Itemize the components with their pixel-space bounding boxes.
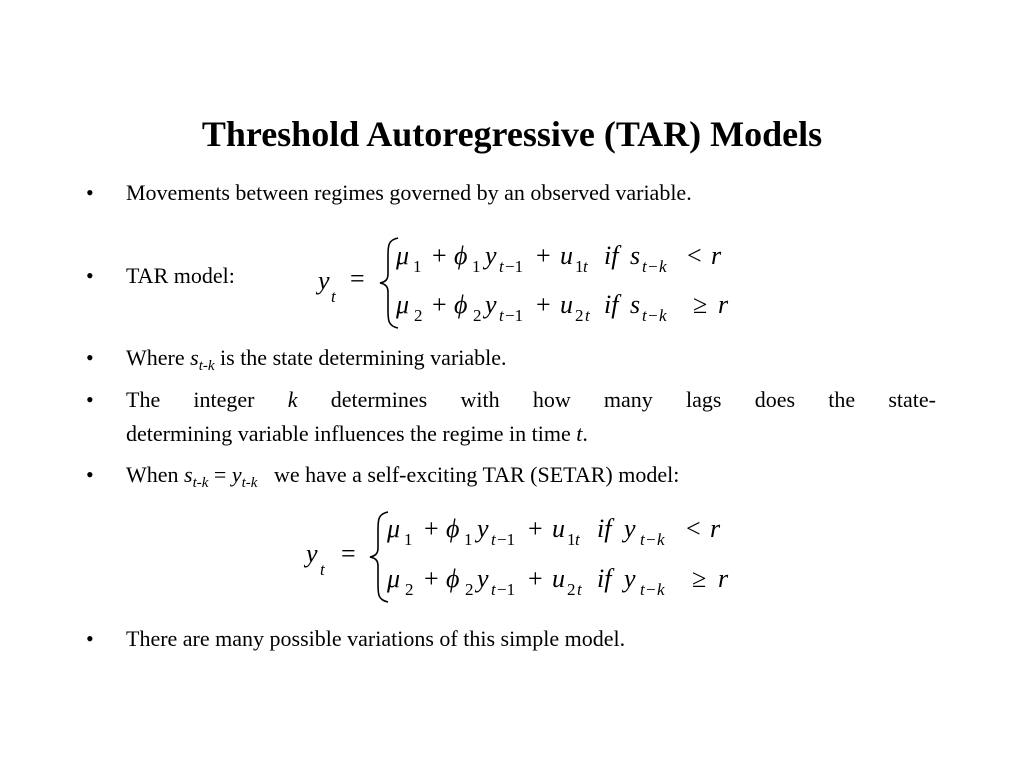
- tar-equation: y t = μ 1 + ϕ 1 y t −1 + u 1 t if s t − k < r μ 2 + ϕ 2 y t −1 + u 2 t if s t − k ≥ r: [0, 0, 1024, 768]
- slide-title: Threshold Autoregressive (TAR) Models: [201, 114, 823, 154]
- bullet-integer-k-line1: The integer k determines with how many lags does the state-: [126, 387, 937, 412]
- eq-lhs-y: y: [318, 266, 330, 295]
- bullet-marker: •: [86, 180, 94, 205]
- bullet-when-setar-text: When $s_{t-k} = y_{t-k}$ we have a self-exciting TAR (SETAR) model:: [126, 462, 680, 491]
- bullet-marker: •: [86, 263, 94, 288]
- bullet-tar-model-text: TAR model:: [126, 263, 235, 288]
- left-brace-icon: [378, 236, 400, 330]
- bullet-marker: •: [86, 387, 94, 412]
- eq-equals: =: [341, 539, 356, 568]
- eq-lhs-y: y: [306, 539, 318, 568]
- bullet-where-text: Where $s_{t-k}$ is the state determining variable.: [126, 345, 507, 374]
- bullet-integer-k-line2: determining variable influences the regime in time t.: [126, 421, 588, 446]
- bullet-marker: •: [86, 626, 94, 651]
- bullet-marker: •: [86, 462, 94, 487]
- eq-equals: =: [350, 264, 365, 293]
- eq-lhs-sub: t: [320, 560, 325, 579]
- setar-equation: y t = μ 1 + ϕ 1 y t −1 + u 1 t if y t − k < r μ 2 + ϕ 2 y t −1 + u 2 t if y t − k ≥ r: [0, 0, 1024, 768]
- left-brace-icon: [368, 510, 390, 604]
- bullet-movements-text: Movements between regimes governed by an observed variable.: [126, 180, 692, 205]
- bullet-marker: •: [86, 345, 94, 370]
- bullet-variations-text: There are many possible variations of this simple model.: [126, 626, 626, 651]
- eq-lhs-sub: t: [331, 287, 336, 306]
